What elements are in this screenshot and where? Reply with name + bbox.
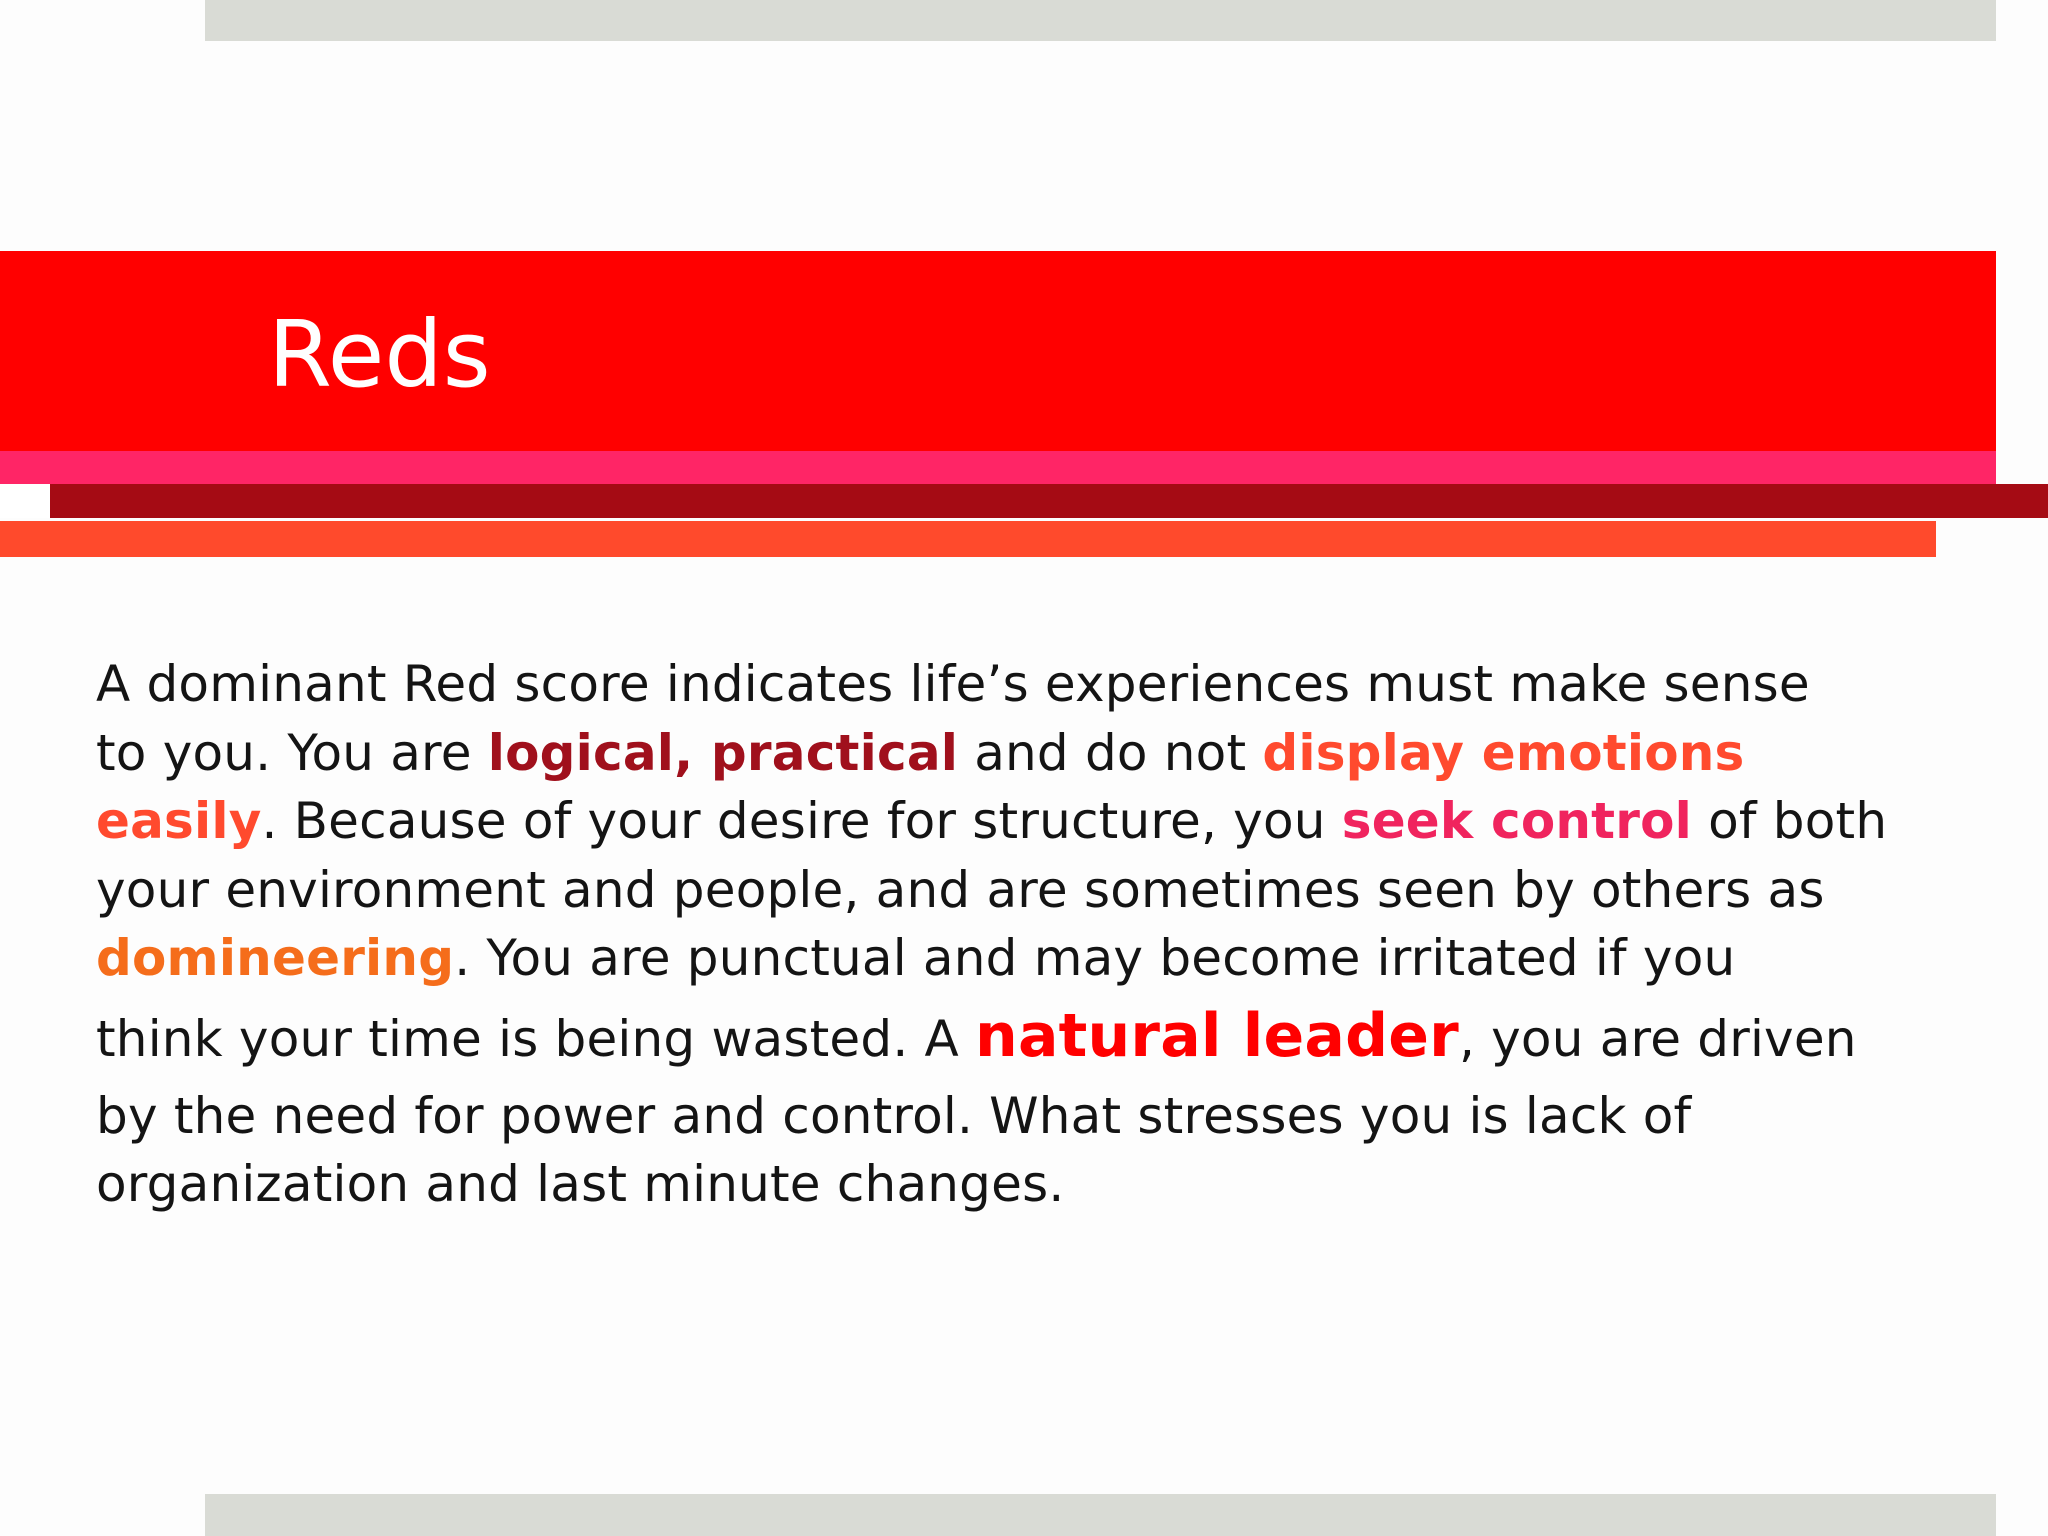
text-run: . You are punctual and may become irritated if you	[454, 929, 1736, 987]
accent-stripe-pink	[0, 451, 1996, 484]
body-line-5	[96, 924, 1996, 993]
highlight-seek-control: seek control	[1341, 792, 1693, 850]
body-line-7: by the need for power and control. What stresses you is lack of	[96, 1086, 1692, 1145]
text-run: of both	[1692, 792, 1888, 850]
body-line-2	[96, 719, 1996, 788]
accent-stripe-gap	[0, 484, 50, 518]
highlight-logical-practical: logical, practical	[487, 723, 959, 782]
body-line-3	[96, 787, 1996, 856]
text-run: to you. You are	[96, 723, 488, 782]
highlight-domineering: domineering	[96, 929, 455, 987]
text-run: think your time is being wasted. A	[96, 1009, 976, 1068]
highlight-natural-leader: natural leader	[975, 1000, 1459, 1071]
top-frame-bar	[205, 0, 1996, 41]
bottom-frame-bar	[205, 1494, 1996, 1536]
text-run: . Because of your desire for structure, you	[261, 792, 1342, 850]
body-line-1: A dominant Red score indicates life’s experiences must make sense	[96, 655, 1810, 713]
body-line-6	[96, 993, 1996, 1082]
body-line-4: your environment and people, and are sometimes seen by others as	[96, 860, 1825, 919]
body-line-8: organization and last minute changes.	[96, 1155, 1065, 1213]
slide-title: Reds	[268, 301, 491, 408]
highlight-easily: easily	[96, 792, 262, 850]
body-paragraph	[96, 650, 1996, 1219]
accent-stripe-orange	[0, 521, 1936, 557]
highlight-display-emotions: display emotions	[1262, 723, 1745, 782]
text-run: , you are driven	[1458, 1009, 1857, 1068]
accent-stripe-maroon	[50, 484, 2048, 518]
text-run: and do not	[958, 723, 1263, 782]
